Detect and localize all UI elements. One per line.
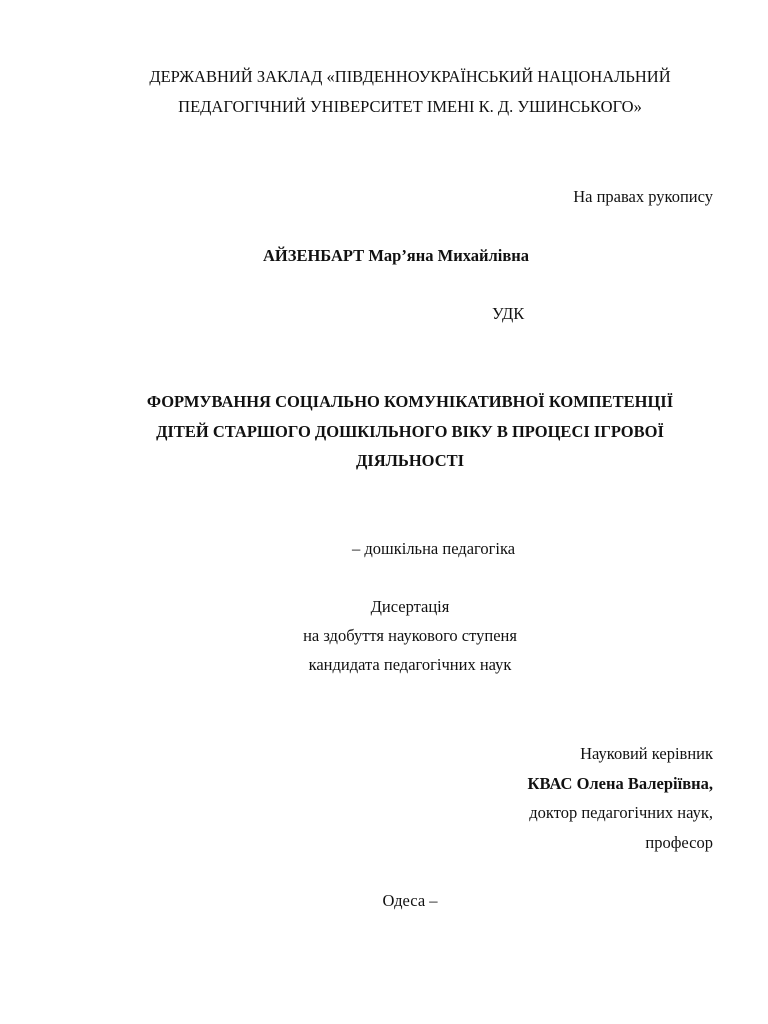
title-line-1: ФОРМУВАННЯ СОЦІАЛЬНО КОМУНІКАТИВНОЇ КОМПЕТЕНЦІЇ (146, 392, 674, 411)
supervisor-degree: доктор педагогічних наук, (529, 803, 713, 822)
specialty: – дошкільна педагогіка (352, 539, 516, 558)
udc-label: УДК (492, 304, 525, 323)
dissertation-line-3: кандидата педагогічних наук (308, 655, 512, 674)
city-year: Одеса – (382, 891, 438, 910)
institution-line-2: ПЕДАГОГІЧНИЙ УНІВЕРСИТЕТ ІМЕНІ К. Д. УШИНСЬКОГО» (178, 97, 642, 116)
title-line-3: ДІЯЛЬНОСТІ (355, 451, 465, 470)
supervisor-rank: професор (645, 833, 713, 852)
dissertation-line-1: Дисертація (370, 597, 450, 616)
dissertation-line-2: на здобуття наукового ступеня (303, 626, 517, 645)
supervisor-name: КВАС Олена Валеріївна, (527, 774, 713, 793)
author-name: АЙЗЕНБАРТ Мар’яна Михайлівна (263, 246, 529, 265)
supervisor-label: Науковий керівник (580, 744, 713, 763)
title-line-2: ДІТЕЙ СТАРШОГО ДОШКІЛЬНОГО ВІКУ В ПРОЦЕСІ ІГРОВОЇ (156, 422, 664, 441)
manuscript-note: На правах рукопису (573, 187, 713, 206)
institution-line-1: ДЕРЖАВНИЙ ЗАКЛАД «ПІВДЕННОУКРАЇНСЬКИЙ НАЦІОНАЛЬНИЙ (149, 67, 671, 86)
